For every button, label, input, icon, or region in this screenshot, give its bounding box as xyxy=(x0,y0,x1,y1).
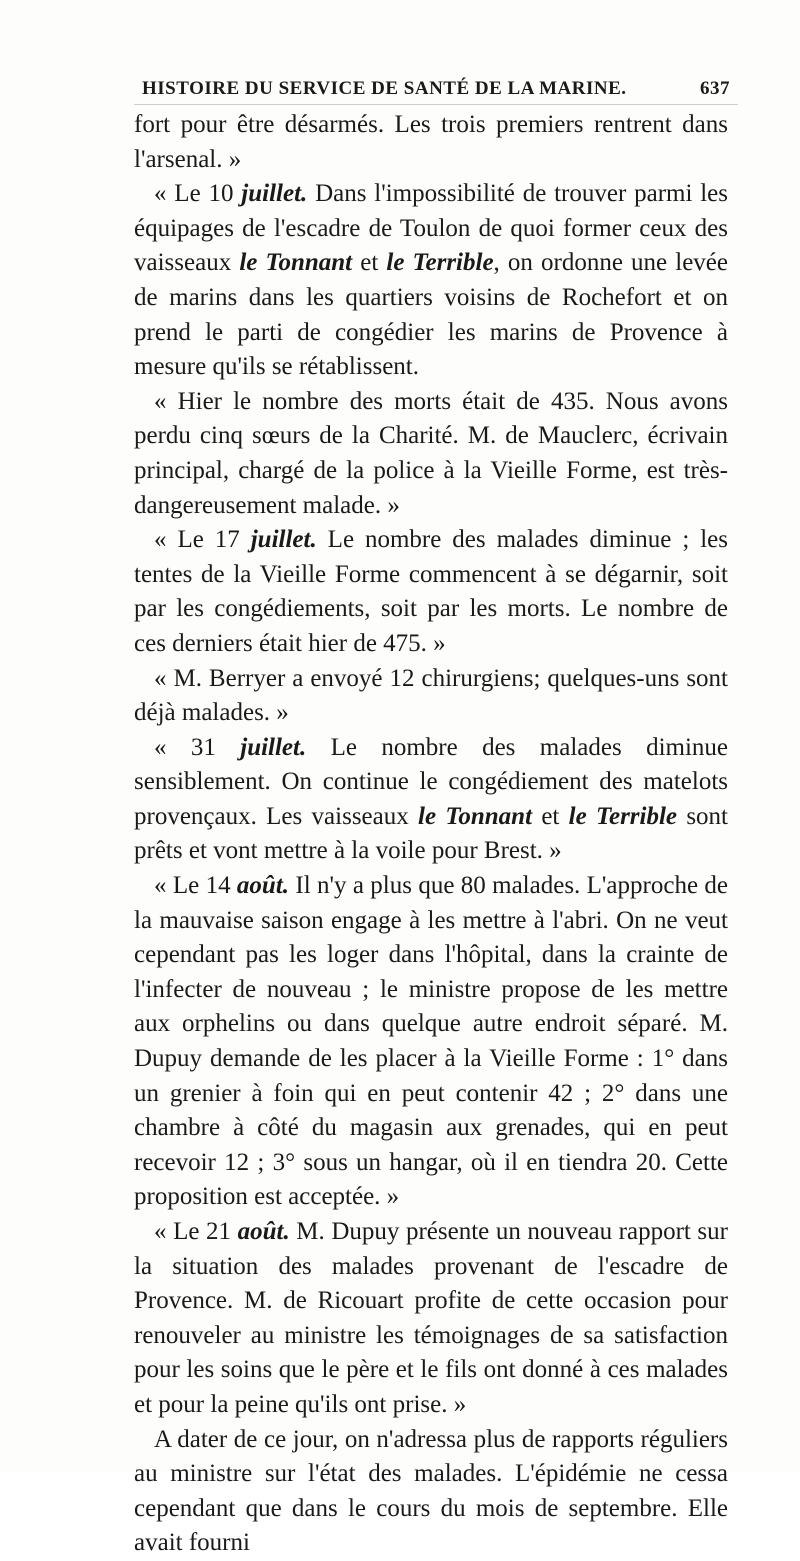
paragraph xyxy=(134,108,728,177)
text-run: et xyxy=(352,249,387,277)
italic-run: août. xyxy=(237,1218,290,1245)
paragraph xyxy=(134,1423,728,1561)
paragraph xyxy=(134,662,728,731)
paragraph xyxy=(134,523,728,661)
text-run: , on ordonne une levée de marins dans les quartiers voisins de Rochefort et on prend le parti de congédier les marins de Provence à mesure qu'ils se rétablissent. xyxy=(134,249,728,381)
text-run: sont prêts et vont mettre à la voile pour Brest. » xyxy=(134,802,729,865)
text-run: et xyxy=(532,802,569,830)
header-divider xyxy=(134,104,738,105)
paragraph xyxy=(134,177,728,385)
text-run: Le nombre des malades diminue ; les tentes de la Vieille Forme commencent à se dégarnir, soit par les congédiements, soit par les morts. Le nombre de ces derniers était hier de 475. » xyxy=(134,526,728,657)
italic-run: le Terrible xyxy=(386,249,494,277)
italic-run: le Tonnant xyxy=(418,802,533,830)
paragraph xyxy=(134,869,728,1215)
text-run: Le nombre des malades diminue sensiblement. On continue le congédiement des matelots provençaux. Les vaisseaux xyxy=(134,733,729,830)
text-run: « Le xyxy=(154,180,209,208)
text-run: « 31 xyxy=(154,733,241,761)
running-title: HISTOIRE DU SERVICE DE SANTÉ DE LA MARINE. xyxy=(142,78,627,99)
italic-run: août. xyxy=(236,872,290,900)
text-run: Dans l'impossibilité de trouver parmi les équipages de l'escadre de Toulon de quoi former ceux des vaisseaux xyxy=(134,180,728,277)
italic-run: juillet. xyxy=(240,733,307,761)
italic-run: juillet. xyxy=(241,180,308,208)
page-number: 637 xyxy=(700,78,730,99)
italic-run: juillet. xyxy=(250,526,317,554)
text-run: 10 xyxy=(208,180,242,208)
text-run: « Le 21 xyxy=(154,1218,238,1245)
text-run: « Le 14 xyxy=(154,872,237,900)
italic-run: le Tonnant xyxy=(239,249,353,277)
paragraph xyxy=(134,1215,728,1423)
text-run: « Hier le nombre des morts était de 435. Nous avons perdu cinq sœurs de la Charité. M. de Mauclerc, écrivain principal, chargé de la police à la Vieille Forme, est très-dangereusement malade. » xyxy=(134,387,728,519)
paragraph xyxy=(134,385,728,523)
paragraph xyxy=(134,731,728,869)
text-run: « M. Berryer a envoyé 12 chirurgiens; quelques-uns sont déjà malades. » xyxy=(134,664,728,727)
text-run: fort pour être désarmés. Les trois premiers rentrent dans l'arsenal. » xyxy=(134,111,728,173)
text-run: A dater de ce jour, on n'adressa plus de rapports réguliers au ministre sur l'état des malades. L'épidémie ne cessa cependant que dans le cours du mois de septembre. Elle avait fourni xyxy=(134,1425,728,1557)
text-run: « Le 17 xyxy=(154,526,251,554)
body-text xyxy=(134,108,728,1561)
text-run: Il n'y a plus que 80 malades. L'approche de la mauvaise saison engage à les mettre à l'abri. On ne veut cependant pas les loger dans l'hôpital, dans la crainte de l'infecter de nouveau ; le ministre propose de les mettre aux orphelins ou dans quelque autre endroit séparé. M. Dupuy demande de les placer à la Vieille Forme : 1° dans un grenier à foin qui en peut contenir 42 ; 2° dans une chambre à côté du magasin aux grenades, qui en peut recevoir 12 ; 3° sous un hangar, où il en tiendra 20. Cette proposition est acceptée. » xyxy=(134,872,728,1211)
text-run: M. Dupuy présente un nouveau rapport sur la situation des malades provenant de l'escadre de Provence. M. de Ricouart profite de cette occasion pour renouveler au ministre les témoignages de sa satisfaction pour les soins que le père et le fils ont donné à ces malades et pour la peine qu'ils ont prise. » xyxy=(134,1218,728,1418)
italic-run: le Terrible xyxy=(568,802,678,830)
